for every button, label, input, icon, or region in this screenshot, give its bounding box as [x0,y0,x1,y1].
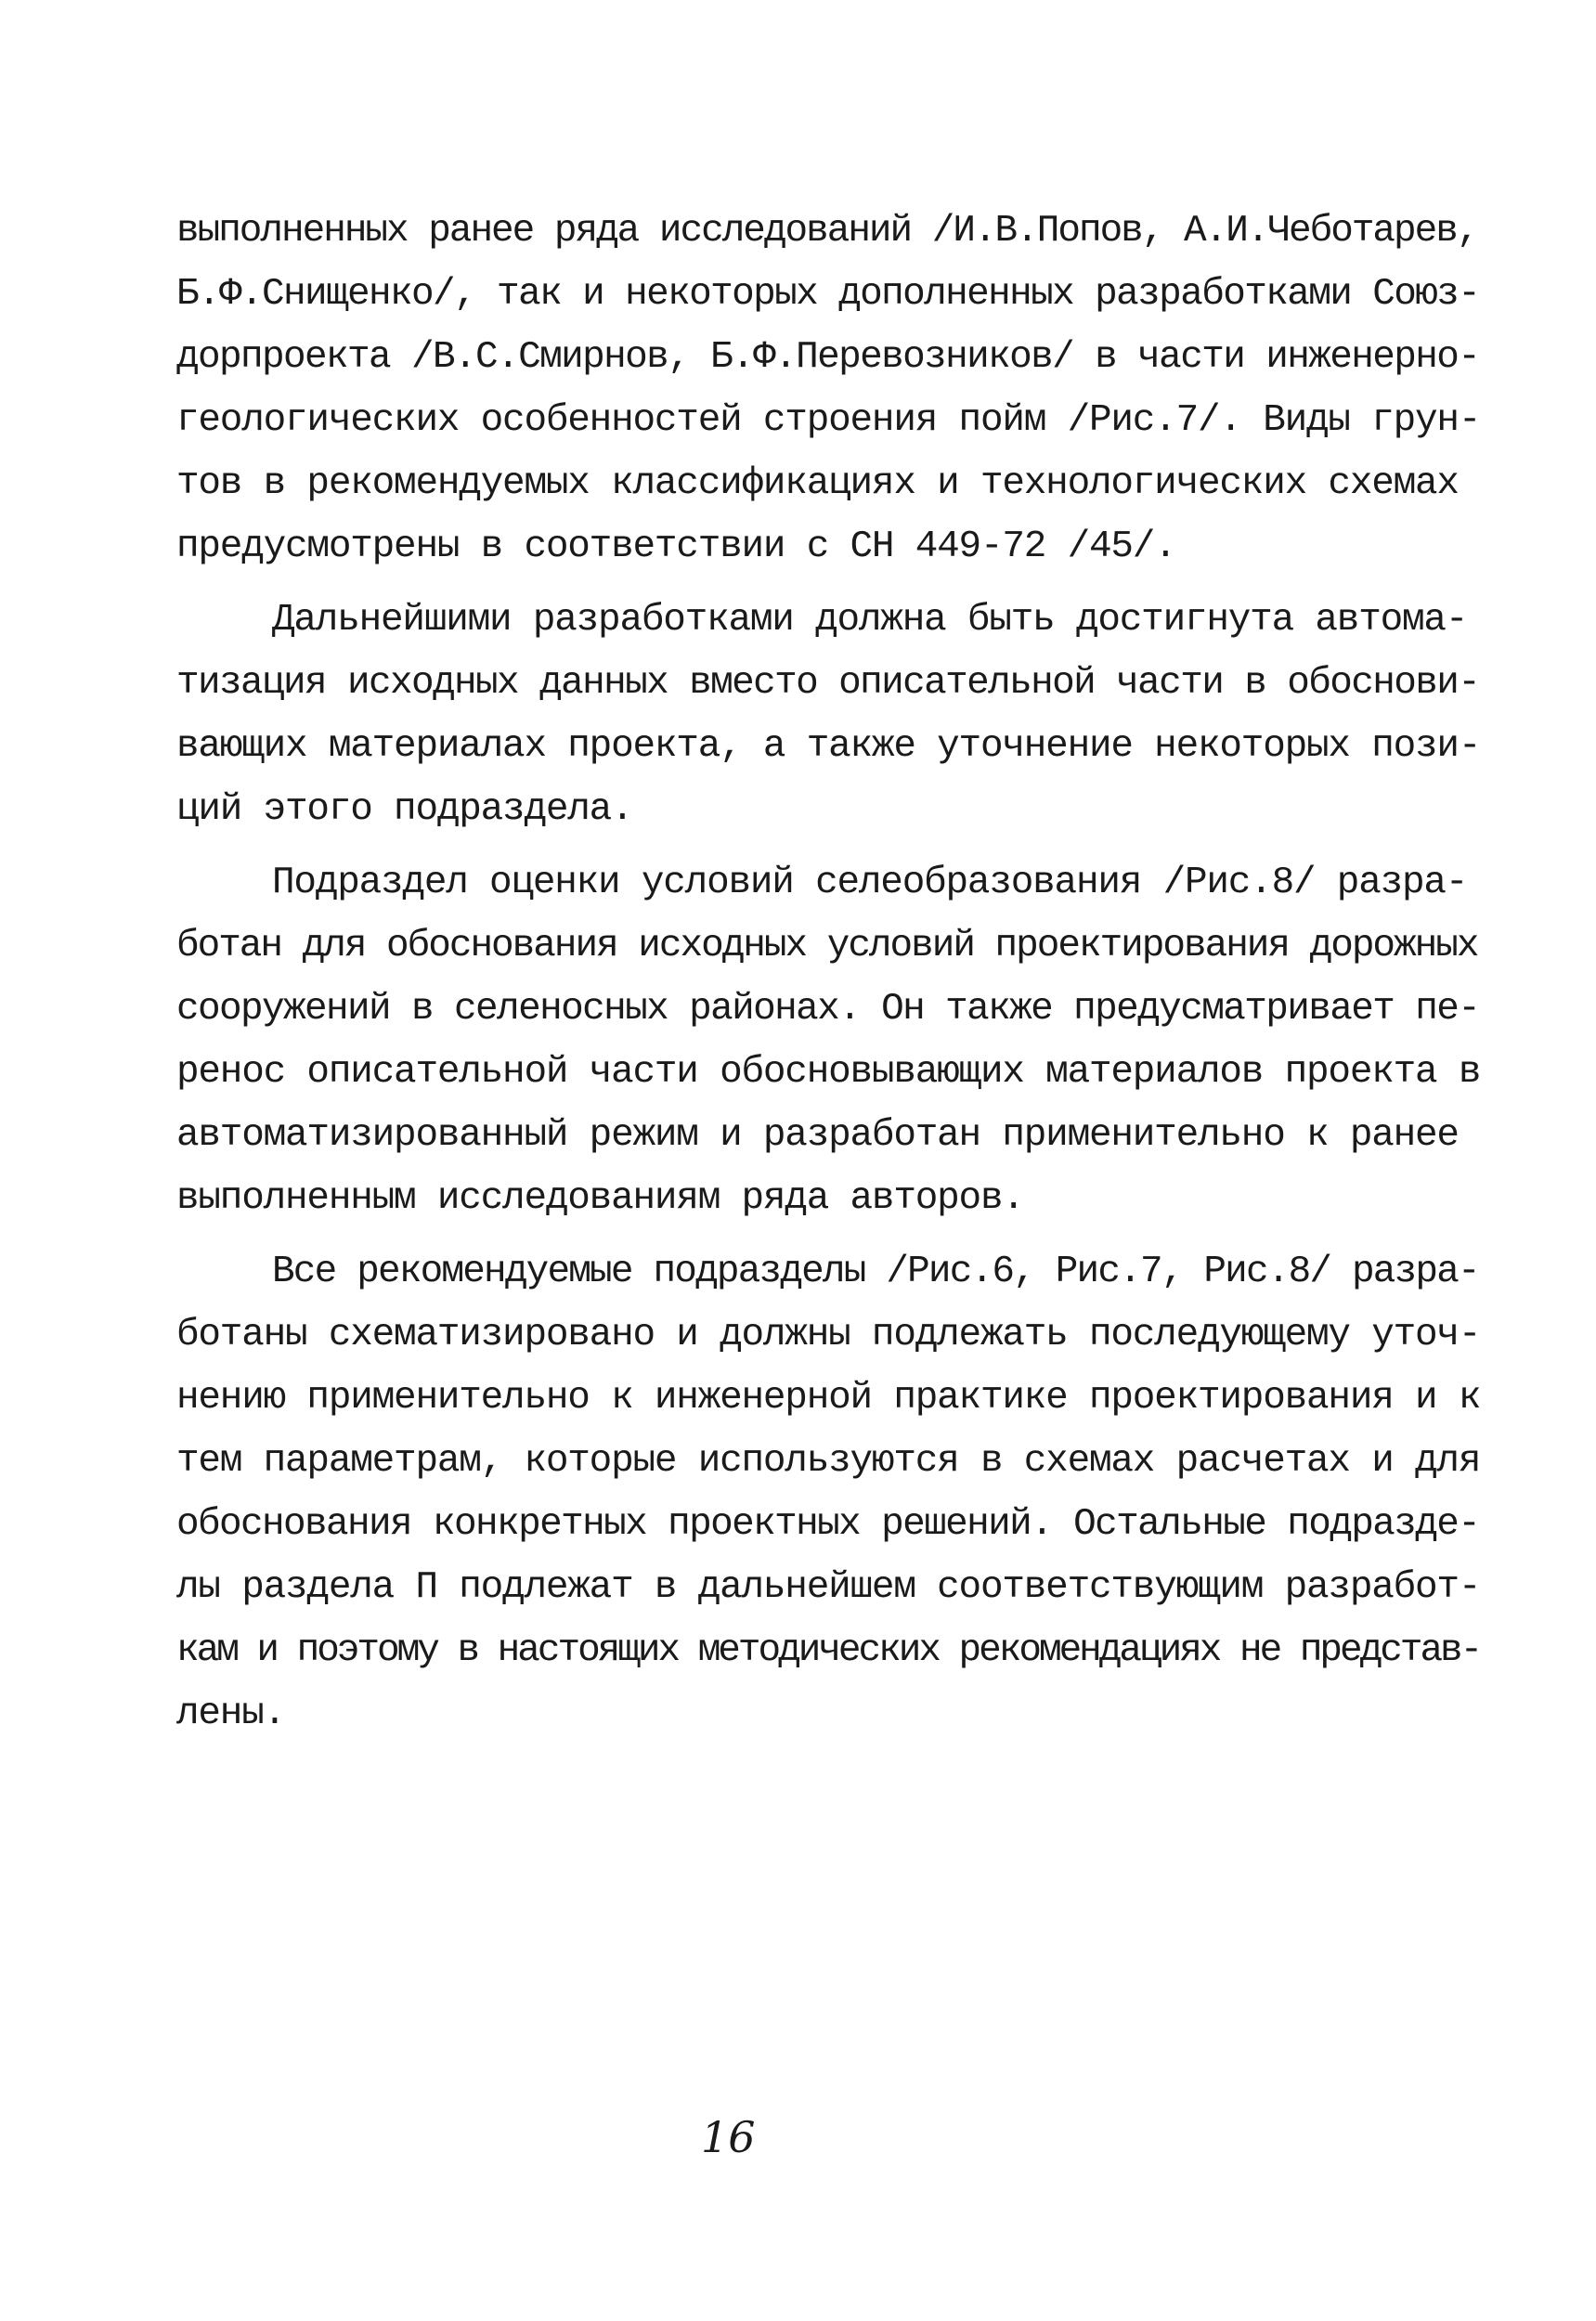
text-line: ботаны схематизировано и должны подлежать последующему уточ- [176,1314,1481,1356]
text-line: Дальнейшими разработками должна быть достигнута автома- [272,599,1468,642]
text-line: выполненных ранее ряда исследований /И.В.Попов, А.И.Чеботарев, [176,210,1478,253]
text-line: тов в рекомендуемых классификациях и технологических схемах [176,462,1459,505]
text-line: ренос описательной части обосновывающих материалов проекта в [176,1051,1481,1094]
text-line: Подраздел оценки условий селеобразования /Рис.8/ разра- [272,862,1468,904]
text-line: ций этого подраздела. [176,788,633,831]
page-number: 16 [701,2112,756,2162]
text-line: сооружений в селеносных районах. Он также предусматривает пе- [176,988,1480,1031]
text-line: предусмотрены в соответствии с СН 449-72 /45/. [176,525,1176,568]
text-line: Б.Ф.Снищенко/, так и некоторых дополненных разработками Союз- [176,273,1480,316]
text-line: кам и поэтому в настоящих методических рекомендациях не представ- [176,1629,1481,1672]
text-line: дорпроекта /В.С.Смирнов, Б.Ф.Перевозников/ в части инженерно- [176,336,1480,379]
text-line: выполненным исследованиям ряда авторов. [176,1177,1024,1220]
text-line: лы раздела П подлежат в дальнейшем соответствующим разработ- [176,1566,1481,1609]
text-line: геологических особенностей строения пойм /Рис.7/. Виды грун- [176,399,1481,442]
text-line: тем параметрам, которые используются в схемах расчетах и для [176,1440,1481,1483]
text-line: вающих материалах проекта, а также уточнение некоторых пози- [176,725,1481,768]
text-line: ботан для обоснования исходных условий проектирования дорожных [176,925,1478,967]
text-line: нению применительно к инженерной практике проектирования и к [176,1377,1481,1420]
text-line: Все рекомендуемые подразделы /Рис.6, Рис.7, Рис.8/ разра- [272,1251,1479,1293]
text-line: тизация исходных данных вместо описательной части в обоснови- [176,662,1480,705]
text-line: обоснования конкретных проектных решений. Остальные подразде- [176,1503,1480,1546]
text-line: лены. [176,1692,286,1735]
text-line: автоматизированный режим и разработан применительно к ранее [176,1114,1459,1157]
